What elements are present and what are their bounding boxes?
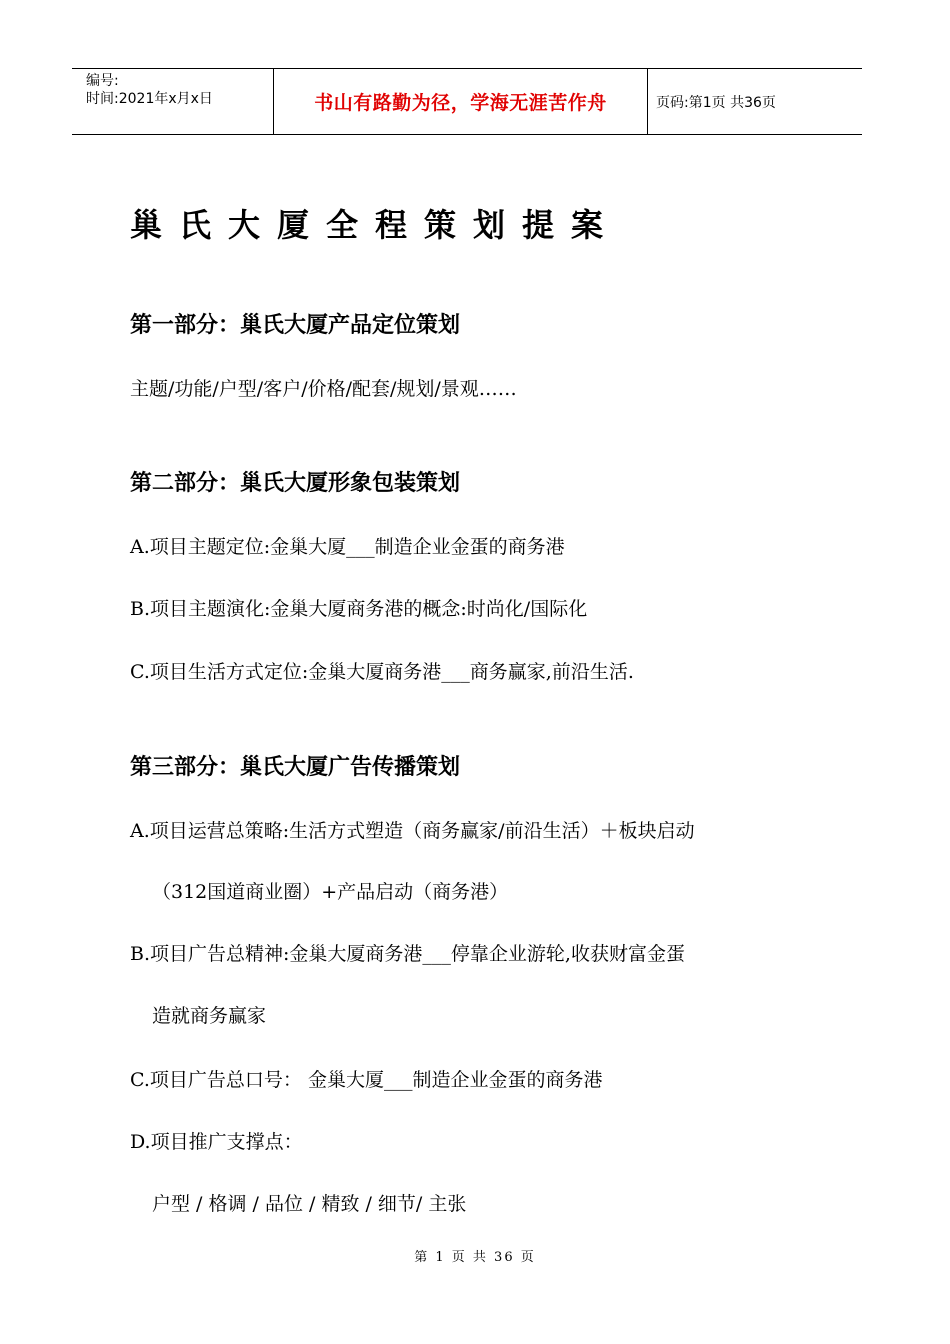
header-page-label: 页码:第1页 共36页 [656,94,776,111]
section-heading-part1: 第一部分：巢氏大厦产品定位策划 [130,313,461,338]
header-motto-cell [274,69,648,134]
page-footer: 第 1 页 共 36 页 [414,1250,536,1265]
part3-line-d1: 户型 / 格调 / 品位 / 精致 / 细节/ 主张 [152,1193,467,1215]
section-heading-part2: 第二部分：巢氏大厦形象包装策划 [130,471,461,496]
part3-line-b1: B.项目广告总精神:金巢大厦商务港___停靠企业游轮,收获财富金蛋 [130,943,685,965]
part3-line-b2: 造就商务赢家 [152,1005,267,1027]
part2-line-c: C.项目生活方式定位:金巢大厦商务港___商务赢家,前沿生活. [130,661,634,683]
section-heading-part3: 第三部分：巢氏大厦广告传播策划 [130,755,461,780]
part3-line-a1: A.项目运营总策略:生活方式塑造（商务赢家/前沿生活）＋板块启动 [130,820,695,842]
header-page-cell [648,69,862,134]
part3-line-a2: （312国道商业圈）+产品启动（商务港） [152,881,509,903]
part1-line: 主题/功能/户型/客户/价格/配套/规划/景观…… [130,378,517,400]
part2-line-a: A.项目主题定位:金巢大厦___制造企业金蛋的商务港 [130,536,565,558]
part2-line-b: B.项目主题演化:金巢大厦商务港的概念:时尚化/国际化 [130,598,588,620]
header-meta-cell [72,69,274,134]
part3-line-d: D.项目推广支撑点： [130,1131,303,1153]
part3-line-c: C.项目广告总口号： 金巢大厦___制造企业金蛋的商务港 [130,1069,603,1091]
document-title: 巢氏大厦全程策划提案 [130,206,621,244]
header-table [72,68,862,135]
header-time-label: 时间:2021年x月x日 [86,91,213,107]
header-number-label: 编号: [86,73,119,89]
header-motto: 书山有路勤为径，学海无涯苦作舟 [314,92,607,114]
